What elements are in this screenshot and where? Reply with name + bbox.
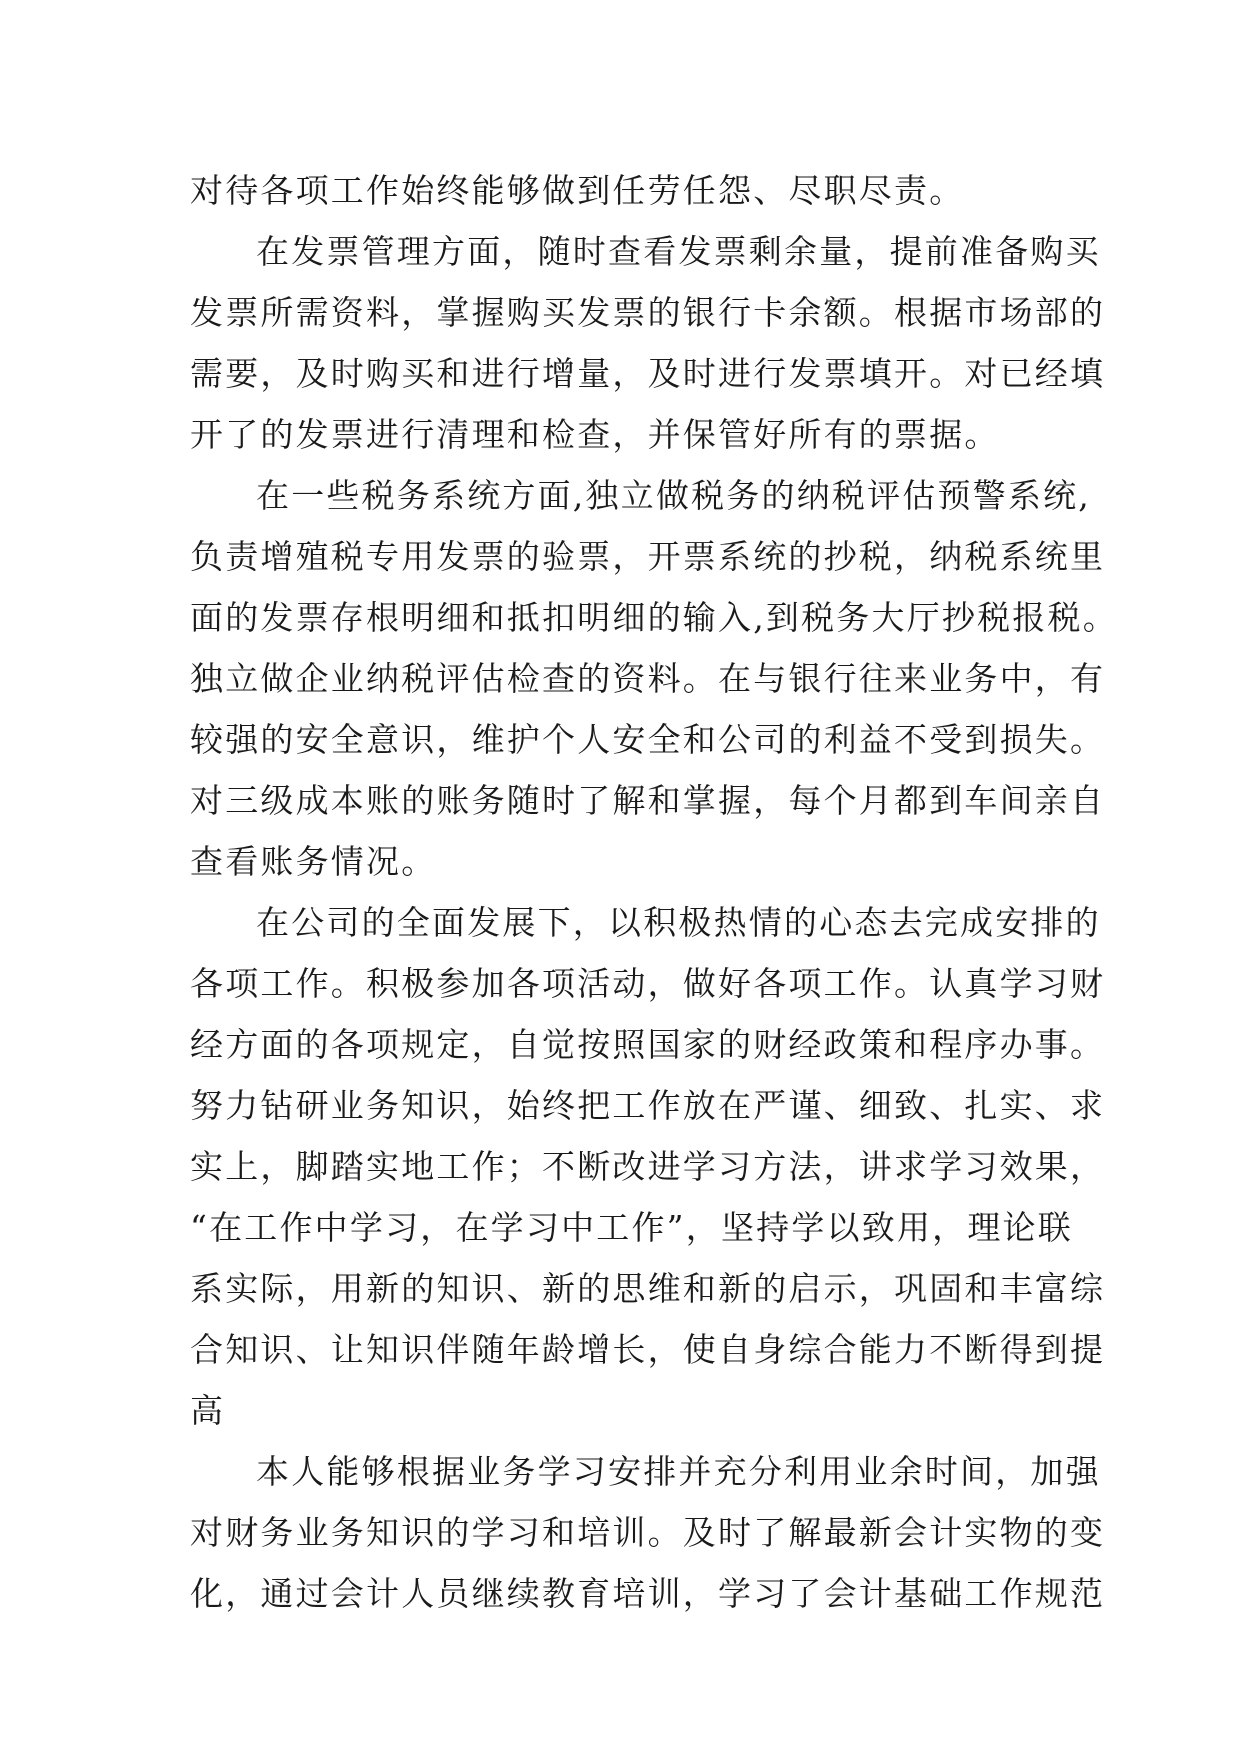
text-line: 经方面的各项规定，自觉按照国家的财经政策和程序办事。 <box>190 1025 1106 1064</box>
text-line: 化，通过会计人员继续教育培训，学习了会计基础工作规范 <box>190 1574 1106 1613</box>
document-body <box>190 160 1118 1624</box>
text-line: 高 <box>190 1391 226 1430</box>
text-line: 系实际，用新的知识、新的思维和新的启示，巩固和丰富综 <box>190 1269 1106 1308</box>
text-line: 对三级成本账的账务随时了解和掌握，每个月都到车间亲自 <box>190 781 1106 820</box>
text-line: 独立做企业纳税评估检查的资料。在与银行往来业务中，有 <box>190 659 1106 698</box>
text-line: 努力钻研业务知识，始终把工作放在严谨、细致、扎实、求 <box>190 1086 1106 1125</box>
paragraph-start-line: 在公司的全面发展下，以积极热情的心态去完成安排的 <box>256 903 1101 942</box>
text-line: 对待各项工作始终能够做到任劳任怨、尽职尽责。 <box>190 171 965 210</box>
text-line: 实上，脚踏实地工作；不断改进学习方法，讲求学习效果， <box>190 1147 1106 1186</box>
paragraph-start-line: 在一些税务系统方面,独立做税务的纳税评估预警系统, <box>256 476 1091 515</box>
text-line: 负责增殖税专用发票的验票，开票系统的抄税，纳税系统里 <box>190 537 1106 576</box>
text-line: 各项工作。积极参加各项活动，做好各项工作。认真学习财 <box>190 964 1106 1003</box>
text-line: 开了的发票进行清理和检查，并保管好所有的票据。 <box>190 415 1000 454</box>
text-line: 对财务业务知识的学习和培训。及时了解最新会计实物的变 <box>190 1513 1106 1552</box>
text-line: 较强的安全意识，维护个人安全和公司的利益不受到损失。 <box>190 720 1106 759</box>
text-line: 合知识、让知识伴随年龄增长，使自身综合能力不断得到提 <box>190 1330 1106 1369</box>
text-line: 发票所需资料，掌握购买发票的银行卡余额。根据市场部的 <box>190 293 1106 332</box>
paragraph-start-line: 在发票管理方面，随时查看发票剩余量，提前准备购买 <box>256 232 1101 271</box>
text-line: 需要，及时购买和进行增量，及时进行发票填开。对已经填 <box>190 354 1106 393</box>
text-line: “在工作中学习，在学习中工作”，坚持学以致用，理论联 <box>190 1208 1073 1247</box>
text-line: 查看账务情况。 <box>190 842 437 881</box>
paragraph-start-line: 本人能够根据业务学习安排并充分利用业余时间，加强 <box>256 1452 1101 1491</box>
text-line: 面的发票存根明细和抵扣明细的输入,到税务大厅抄税报税。 <box>190 598 1118 637</box>
